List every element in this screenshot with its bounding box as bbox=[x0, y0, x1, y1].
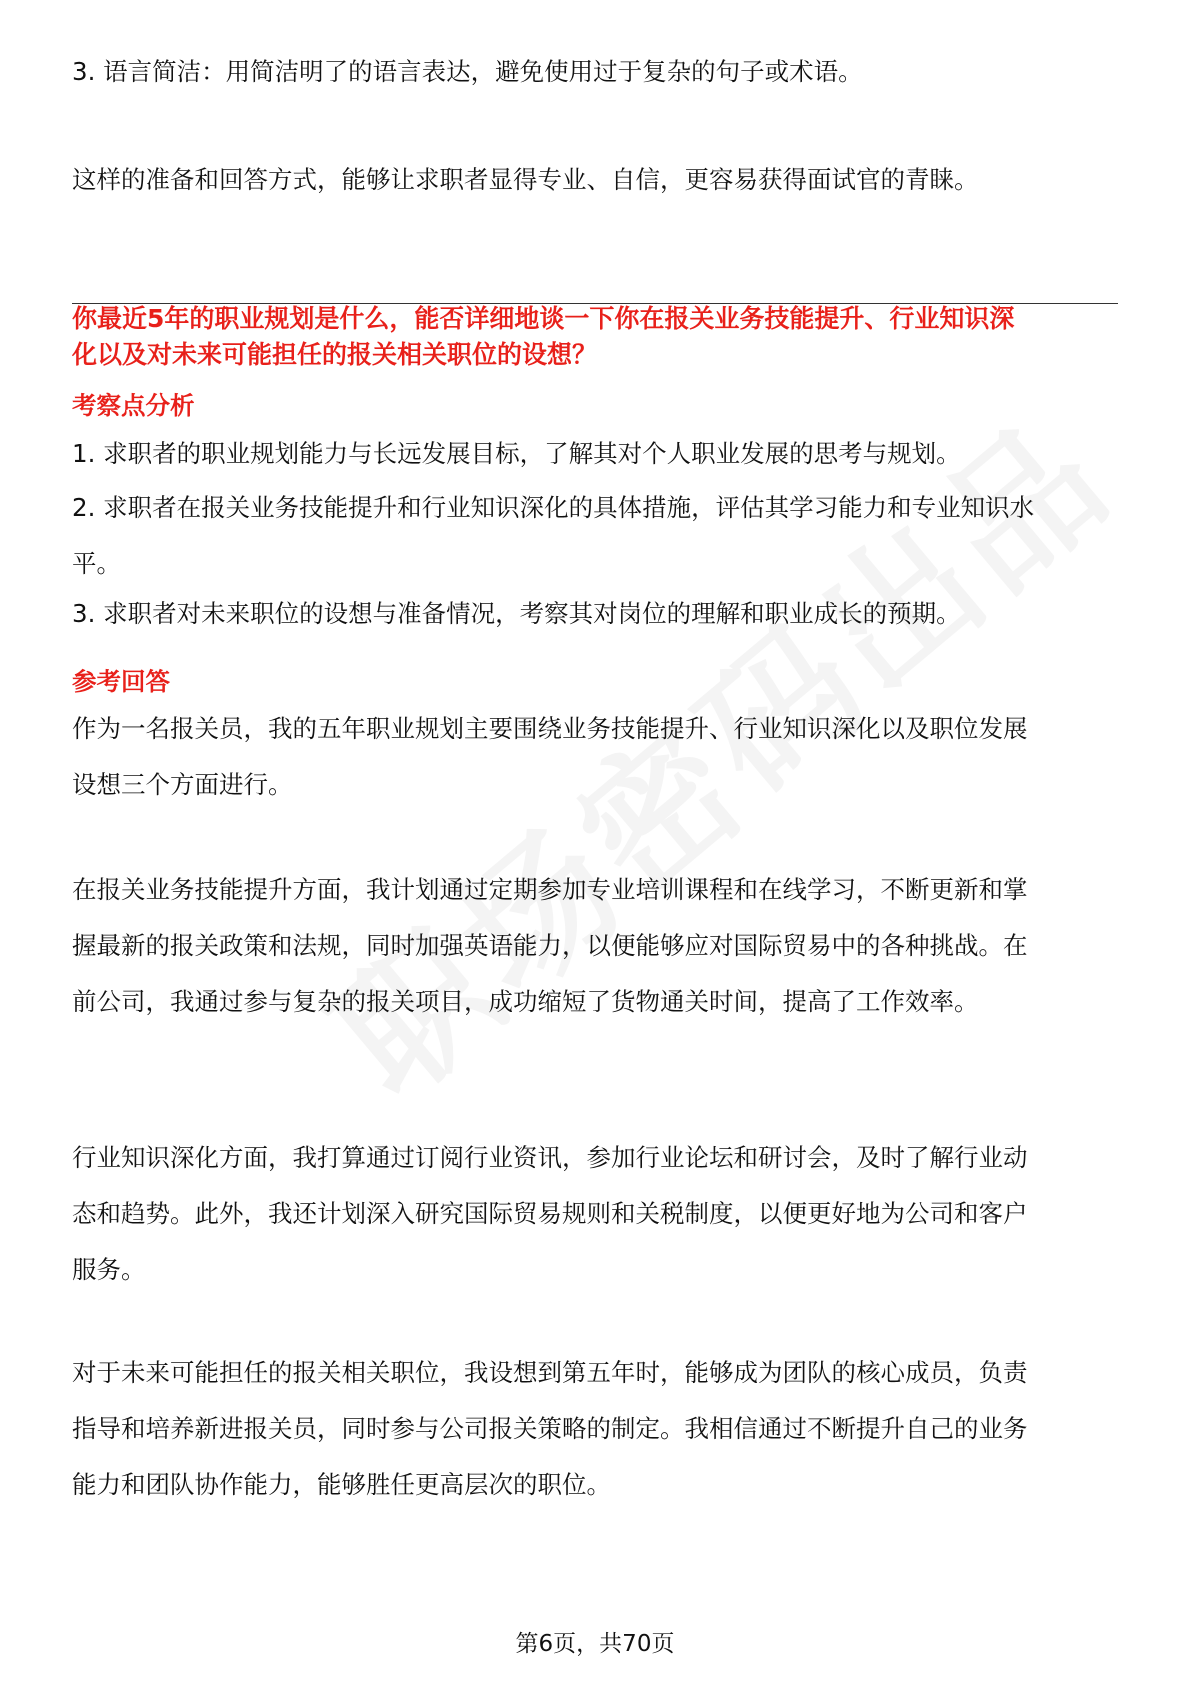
interview-question: 你最近5年的职业规划是什么，能否详细地谈一下你在报关业务技能提升、行业知识深化以及对未来可能担任的报关相关职位的设想？ bbox=[72, 304, 1015, 369]
answer-paragraph: 在报关业务技能提升方面，我计划通过定期参加专业培训课程和在线学习，不断更新和掌握最新的报关政策和法规，同时加强英语能力，以便能够应对国际贸易中的各种挑战。在前公司，我通过参与复杂的报关项目，成功缩短了货物通关时间，提高了工作效率。 bbox=[72, 875, 1028, 1016]
analysis-item: 1. 求职者的职业规划能力与长远发展目标，了解其对个人职业发展的思考与规划。 bbox=[72, 439, 961, 468]
answer-heading: 参考回答 bbox=[72, 667, 170, 696]
page-number: 第6页，共70页 bbox=[515, 1631, 675, 1657]
answer-paragraph: 对于未来可能担任的报关相关职位，我设想到第五年时，能够成为团队的核心成员，负责指导和培养新进报关员，同时参与公司报关策略的制定。我相信通过不断提升自己的业务能力和团队协作能力，能够胜任更高层次的职位。 bbox=[72, 1358, 1028, 1499]
list-item: 3. 语言简洁：用简洁明了的语言表达，避免使用过于复杂的句子或术语。 bbox=[72, 57, 863, 86]
analysis-item: 2. 求职者在报关业务技能提升和行业知识深化的具体措施，评估其学习能力和专业知识水平。 bbox=[72, 493, 1035, 578]
analysis-item: 3. 求职者对未来职位的设想与准备情况，考察其对岗位的理解和职业成长的预期。 bbox=[72, 599, 961, 628]
closing-paragraph: 这样的准备和回答方式，能够让求职者显得专业、自信，更容易获得面试官的青睐。 bbox=[72, 165, 979, 194]
analysis-heading: 考察点分析 bbox=[72, 391, 195, 420]
answer-paragraph: 作为一名报关员，我的五年职业规划主要围绕业务技能提升、行业知识深化以及职位发展设想三个方面进行。 bbox=[72, 714, 1028, 799]
answer-paragraph: 行业知识深化方面，我打算通过订阅行业资讯，参加行业论坛和研讨会，及时了解行业动态和趋势。此外，我还计划深入研究国际贸易规则和关税制度，以便更好地为公司和客户服务。 bbox=[72, 1143, 1028, 1284]
